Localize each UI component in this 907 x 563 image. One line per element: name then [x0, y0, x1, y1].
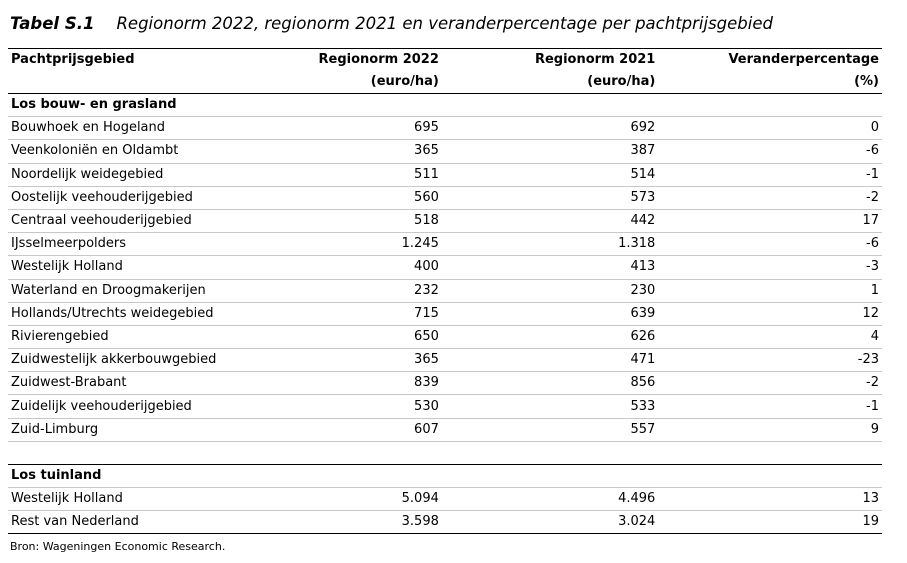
- cell-norm-2021: 573: [442, 186, 658, 209]
- spacer-cell: [306, 441, 442, 464]
- cell-region: Hollands/Utrechts weidegebied: [8, 302, 306, 325]
- cell-norm-2022: 695: [306, 117, 442, 140]
- table-row: [8, 349, 882, 372]
- header-change: Veranderpercentage: [658, 49, 882, 72]
- table-row: [8, 325, 882, 348]
- cell-region: Westelijk Holland: [8, 256, 306, 279]
- cell-norm-2022: 5.094: [306, 488, 442, 511]
- cell-norm-2021: 856: [442, 372, 658, 395]
- cell-region: Oostelijk veehouderijgebied: [8, 186, 306, 209]
- table-title: Regionorm 2022, regionorm 2021 en veranderpercentage per pachtprijsgebied: [116, 14, 773, 33]
- table-row: [8, 372, 882, 395]
- section-empty-cell: [442, 464, 658, 487]
- table-body: [8, 94, 882, 534]
- cell-region: Rest van Nederland: [8, 511, 306, 534]
- source-note: Bron: Wageningen Economic Research.: [10, 540, 226, 553]
- spacer-cell: [658, 441, 882, 464]
- cell-change: -23: [658, 349, 882, 372]
- section-title: Los bouw- en grasland: [8, 94, 306, 117]
- cell-norm-2022: 607: [306, 418, 442, 441]
- cell-region: Zuidwest-Brabant: [8, 372, 306, 395]
- cell-norm-2021: 471: [442, 349, 658, 372]
- cell-norm-2021: 230: [442, 279, 658, 302]
- section-title: Los tuinland: [8, 464, 306, 487]
- cell-change: 12: [658, 302, 882, 325]
- cell-change: 0: [658, 117, 882, 140]
- cell-change: 19: [658, 511, 882, 534]
- table-row: [8, 209, 882, 232]
- cell-change: -1: [658, 395, 882, 418]
- header-unit-change: (%): [658, 71, 882, 94]
- cell-change: 9: [658, 418, 882, 441]
- cell-norm-2022: 715: [306, 302, 442, 325]
- section-empty-cell: [658, 94, 882, 117]
- table-row: [8, 186, 882, 209]
- header-norm-2021: Regionorm 2021: [442, 49, 658, 72]
- section-empty-cell: [306, 94, 442, 117]
- cell-change: 13: [658, 488, 882, 511]
- cell-change: 1: [658, 279, 882, 302]
- header-row: [8, 49, 882, 72]
- table-row: [8, 233, 882, 256]
- table-row: [8, 117, 882, 140]
- header-unit-2021: (euro/ha): [442, 71, 658, 94]
- cell-norm-2021: 639: [442, 302, 658, 325]
- table-row: [8, 140, 882, 163]
- header-unit-empty: [8, 71, 306, 94]
- cell-norm-2021: 442: [442, 209, 658, 232]
- table-row: [8, 302, 882, 325]
- cell-region: Zuid-Limburg: [8, 418, 306, 441]
- cell-change: -3: [658, 256, 882, 279]
- table-number: Tabel S.1: [10, 14, 95, 33]
- section-empty-cell: [658, 464, 882, 487]
- cell-norm-2021: 514: [442, 163, 658, 186]
- cell-norm-2022: 400: [306, 256, 442, 279]
- table-caption: [10, 14, 773, 33]
- header-region: Pachtprijsgebied: [8, 49, 306, 72]
- rent-norm-table: [8, 48, 882, 534]
- cell-region: Noordelijk weidegebied: [8, 163, 306, 186]
- cell-norm-2021: 4.496: [442, 488, 658, 511]
- cell-change: -2: [658, 372, 882, 395]
- table-row: [8, 418, 882, 441]
- table-row: [8, 488, 882, 511]
- section-header-row: [8, 464, 882, 487]
- cell-region: Rivierengebied: [8, 325, 306, 348]
- cell-change: -1: [658, 163, 882, 186]
- cell-region: IJsselmeerpolders: [8, 233, 306, 256]
- cell-norm-2021: 413: [442, 256, 658, 279]
- cell-change: -6: [658, 140, 882, 163]
- cell-norm-2022: 365: [306, 140, 442, 163]
- cell-norm-2022: 530: [306, 395, 442, 418]
- cell-norm-2022: 511: [306, 163, 442, 186]
- cell-region: Bouwhoek en Hogeland: [8, 117, 306, 140]
- cell-change: -2: [658, 186, 882, 209]
- cell-norm-2022: 232: [306, 279, 442, 302]
- cell-norm-2022: 650: [306, 325, 442, 348]
- table-row: [8, 163, 882, 186]
- cell-norm-2021: 626: [442, 325, 658, 348]
- cell-region: Centraal veehouderijgebied: [8, 209, 306, 232]
- cell-region: Zuidwestelijk akkerbouwgebied: [8, 349, 306, 372]
- cell-norm-2021: 557: [442, 418, 658, 441]
- cell-norm-2021: 533: [442, 395, 658, 418]
- spacer-cell: [8, 441, 306, 464]
- spacer-cell: [442, 441, 658, 464]
- table-row: [8, 395, 882, 418]
- cell-norm-2021: 1.318: [442, 233, 658, 256]
- cell-change: 4: [658, 325, 882, 348]
- cell-norm-2021: 3.024: [442, 511, 658, 534]
- section-empty-cell: [306, 464, 442, 487]
- header-unit-row: [8, 71, 882, 94]
- table-row: [8, 279, 882, 302]
- section-header-row: [8, 94, 882, 117]
- cell-change: -6: [658, 233, 882, 256]
- cell-region: Veenkoloniën en Oldambt: [8, 140, 306, 163]
- cell-region: Westelijk Holland: [8, 488, 306, 511]
- cell-norm-2022: 1.245: [306, 233, 442, 256]
- cell-norm-2022: 365: [306, 349, 442, 372]
- table-row: [8, 511, 882, 534]
- cell-change: 17: [658, 209, 882, 232]
- cell-norm-2022: 839: [306, 372, 442, 395]
- spacer-row: [8, 441, 882, 464]
- cell-region: Waterland en Droogmakerijen: [8, 279, 306, 302]
- cell-norm-2022: 560: [306, 186, 442, 209]
- header-unit-2022: (euro/ha): [306, 71, 442, 94]
- cell-norm-2021: 692: [442, 117, 658, 140]
- cell-norm-2022: 3.598: [306, 511, 442, 534]
- table-row: [8, 256, 882, 279]
- cell-norm-2022: 518: [306, 209, 442, 232]
- cell-region: Zuidelijk veehouderijgebied: [8, 395, 306, 418]
- section-empty-cell: [442, 94, 658, 117]
- header-norm-2022: Regionorm 2022: [306, 49, 442, 72]
- cell-norm-2021: 387: [442, 140, 658, 163]
